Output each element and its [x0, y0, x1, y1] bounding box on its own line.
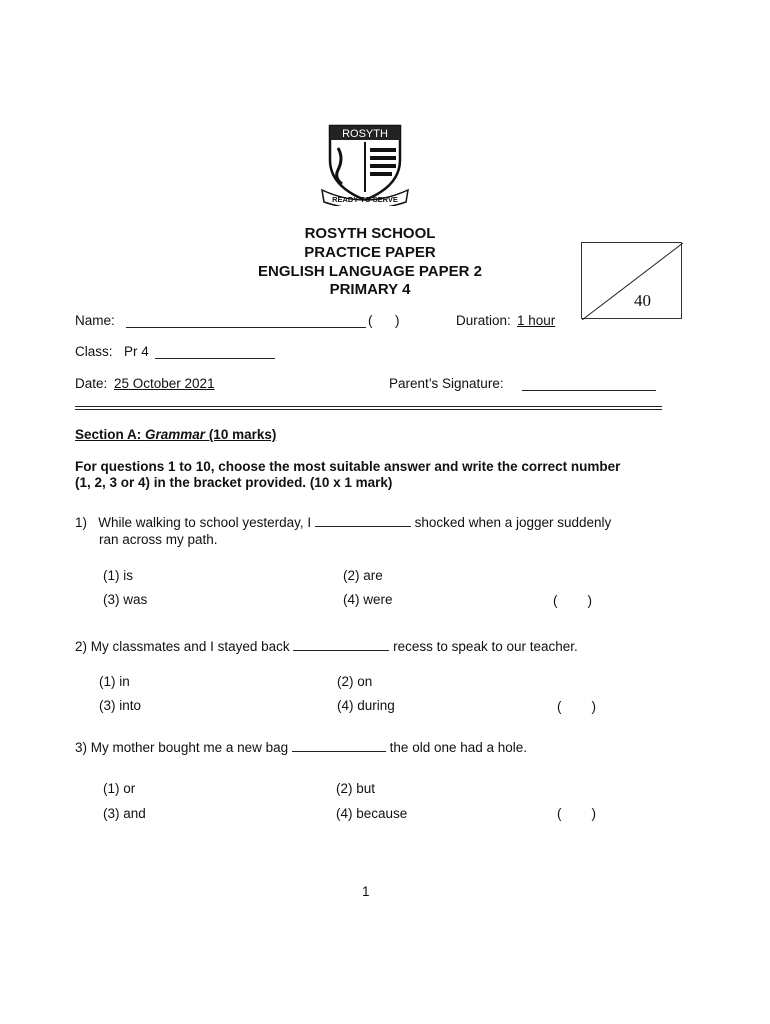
answer-bracket[interactable]: ( ): [557, 806, 596, 821]
option-4: (4) were: [343, 592, 393, 607]
crest-motto: READY TO SERVE: [332, 195, 398, 204]
date-label: Date:: [75, 376, 108, 391]
school-title: ROSYTH SCHOOL: [304, 225, 436, 242]
option-2: (2) but: [336, 781, 376, 796]
question-text-after: the old one had a hole.: [389, 740, 528, 755]
section-prefix: Section A:: [75, 427, 146, 442]
option-3: (3) into: [99, 698, 142, 713]
instruction-line-2: (1, 2, 3 or 4) in the bracket provided. (10 x 1 mark): [75, 475, 393, 490]
option-3: (3) was: [103, 592, 148, 607]
option-1: (1) or: [103, 781, 136, 796]
question-1: [75, 514, 611, 532]
question-text-before: While walking to school yesterday, I: [98, 515, 312, 530]
class-label: Class:: [75, 344, 113, 359]
signature-blank[interactable]: [522, 390, 656, 391]
crest-name: ROSYTH: [342, 128, 388, 140]
register-bracket: ( ): [368, 313, 400, 328]
answer-blank[interactable]: [292, 751, 386, 752]
option-4: (4) because: [336, 806, 408, 821]
option-2: (2) on: [337, 674, 373, 689]
duration-label: Duration:: [456, 313, 511, 328]
option-4: (4) during: [337, 698, 395, 713]
duration-value: 1 hour: [517, 313, 556, 328]
question-text-before: My classmates and I stayed back: [90, 639, 290, 654]
question-2: [75, 638, 578, 656]
instruction-line-1: For questions 1 to 10, choose the most suitable answer and write the correct number: [75, 459, 621, 474]
name-label: Name:: [75, 313, 115, 328]
diagonal-line: [582, 243, 683, 320]
level-title: PRIMARY 4: [329, 281, 411, 298]
class-blank[interactable]: [155, 358, 275, 359]
subject-title: ENGLISH LANGUAGE PAPER 2: [258, 263, 482, 280]
answer-bracket[interactable]: ( ): [557, 699, 596, 714]
question-number: 2): [75, 639, 88, 654]
option-1: (1) is: [103, 568, 133, 583]
question-3: [75, 739, 527, 757]
option-1: (1) in: [99, 674, 130, 689]
answer-bracket[interactable]: ( ): [553, 593, 592, 608]
date-value: 25 October 2021: [114, 376, 215, 391]
question-number: 1): [75, 515, 88, 530]
class-value: Pr 4: [124, 344, 149, 359]
answer-blank[interactable]: [293, 650, 389, 651]
option-2: (2) are: [343, 568, 383, 583]
name-blank[interactable]: [126, 327, 366, 328]
signature-label: Parent’s Signature:: [389, 376, 504, 391]
page-number: 1: [362, 884, 370, 899]
section-suffix: (10 marks): [205, 427, 277, 442]
paper-type: PRACTICE PAPER: [304, 244, 436, 261]
option-3: (3) and: [103, 806, 146, 821]
divider: [75, 406, 662, 407]
answer-blank[interactable]: [315, 526, 411, 527]
question-text-after: shocked when a jogger suddenly: [414, 515, 612, 530]
question-text-before: My mother bought me a new bag: [90, 740, 289, 755]
question-text-after: recess to speak to our teacher.: [393, 639, 578, 654]
question-1-line-2: ran across my path.: [99, 532, 218, 547]
score-box: [581, 242, 682, 319]
question-number: 3): [75, 740, 88, 755]
total-marks: 40: [634, 291, 651, 310]
school-crest: [320, 120, 410, 206]
section-heading: [75, 427, 276, 442]
section-italic: Grammar: [145, 427, 206, 442]
divider-2: [75, 409, 662, 410]
